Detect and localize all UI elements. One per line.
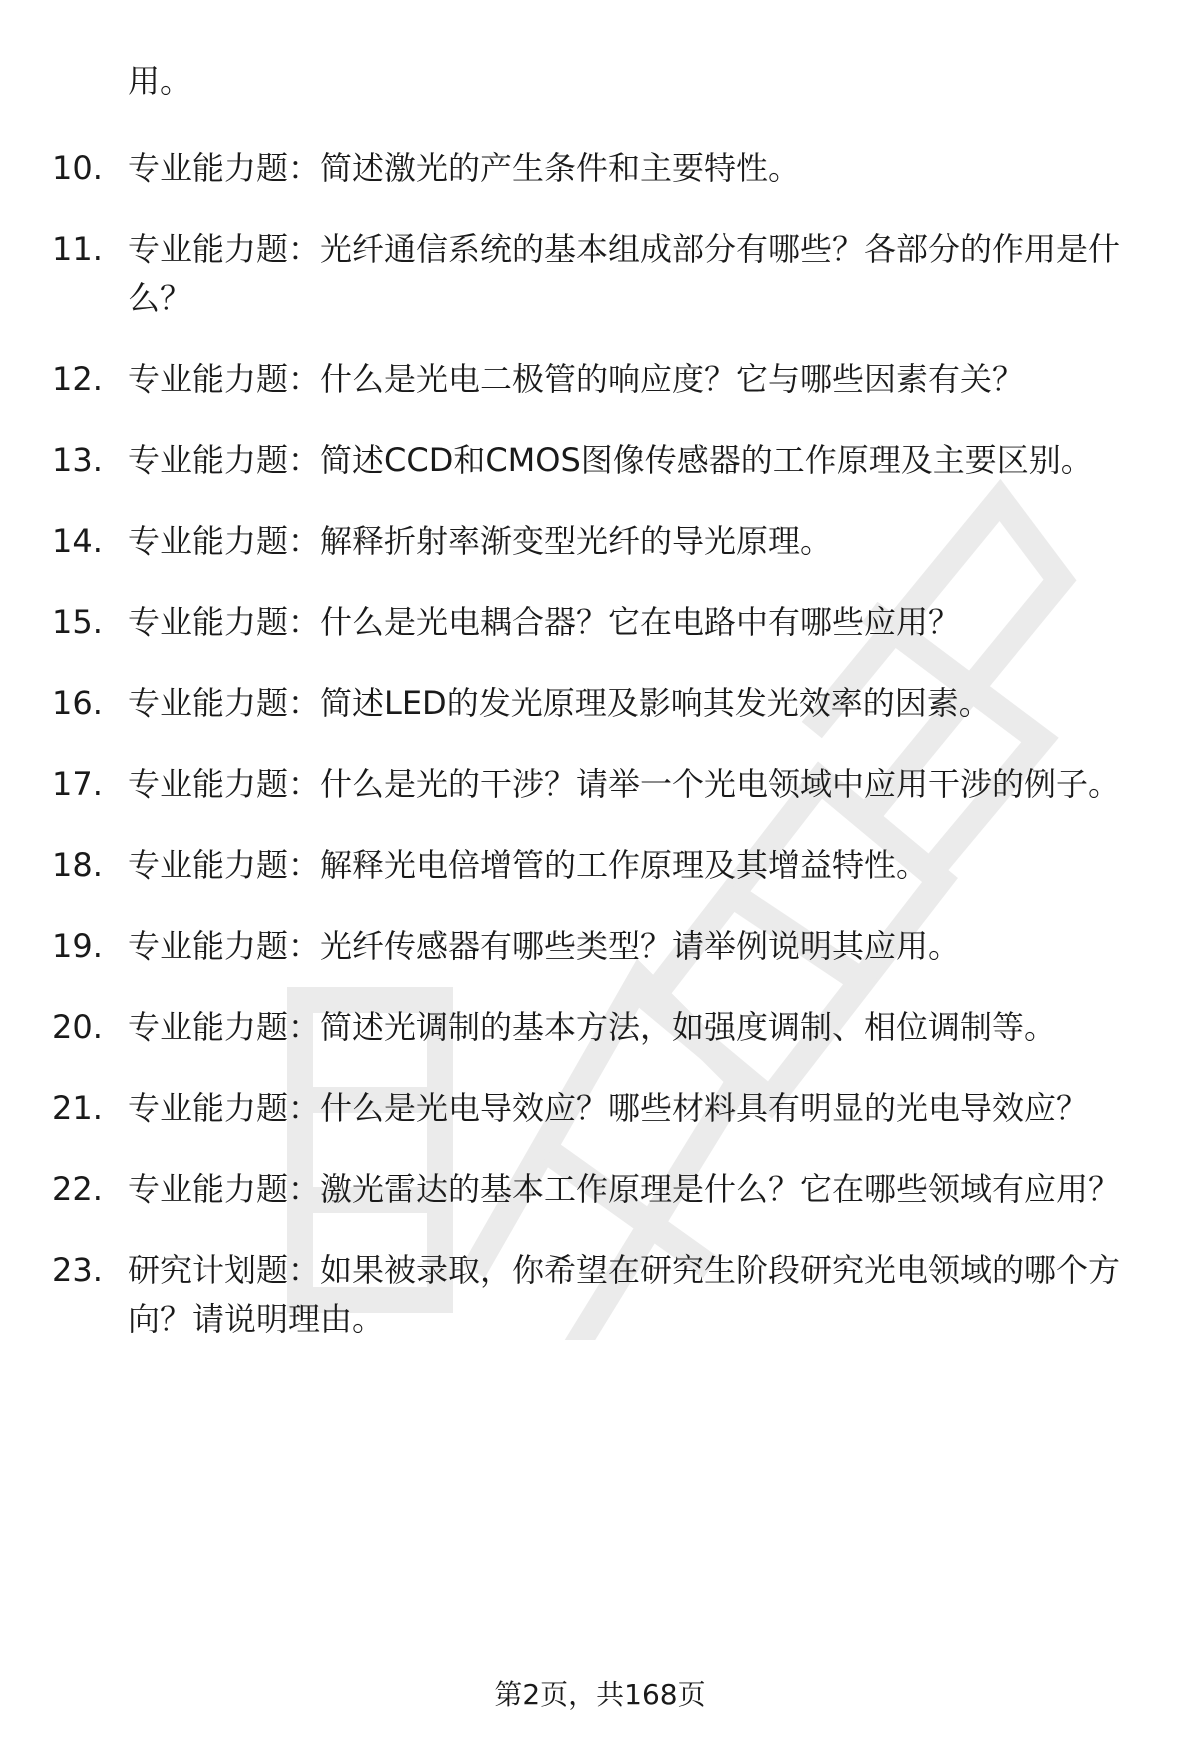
list-item — [0, 1003, 1148, 1052]
question-text: 专业能力题：什么是光的干涉？请举一个光电领域中应用干涉的例子。 — [128, 765, 1121, 803]
question-number: 21. — [52, 1089, 103, 1127]
question-number: 17. — [52, 765, 103, 803]
list-item — [0, 1084, 1148, 1133]
question-text: 专业能力题：什么是光电二极管的响应度？它与哪些因素有关？ — [128, 360, 1025, 398]
list-item — [0, 841, 1148, 890]
list-item — [0, 355, 1148, 404]
question-text: 专业能力题：简述光调制的基本方法，如强度调制、相位调制等。 — [128, 1008, 1057, 1046]
list-item — [0, 760, 1148, 809]
list-item — [0, 225, 1148, 323]
list-item — [0, 679, 1148, 728]
question-number: 19. — [52, 927, 103, 965]
page-footer: 第2页，共168页 — [494, 1678, 706, 1711]
question-number: 12. — [52, 360, 103, 398]
continuation-text: 用。 — [128, 62, 193, 100]
question-number: 20. — [52, 1008, 103, 1046]
list-item — [0, 144, 1148, 193]
question-number: 14. — [52, 522, 103, 560]
question-text: 专业能力题：光纤通信系统的基本组成部分有哪些？各部分的作用是什么？ — [128, 230, 1121, 317]
question-number: 23. — [52, 1251, 103, 1289]
question-number: 13. — [52, 441, 103, 479]
list-item — [0, 1246, 1148, 1344]
question-number: 16. — [52, 684, 103, 722]
question-text: 专业能力题：激光雷达的基本工作原理是什么？它在哪些领域有应用？ — [128, 1170, 1121, 1208]
question-number: 11. — [52, 230, 103, 268]
question-list — [0, 144, 1200, 1376]
question-text: 专业能力题：什么是光电耦合器？它在电路中有哪些应用？ — [128, 603, 961, 641]
list-item — [0, 1165, 1148, 1214]
question-text: 研究计划题：如果被录取，你希望在研究生阶段研究光电领域的哪个方向？请说明理由。 — [128, 1251, 1121, 1338]
list-item — [0, 598, 1148, 647]
list-item — [0, 436, 1148, 485]
question-text: 专业能力题：解释折射率渐变型光纤的导光原理。 — [128, 522, 833, 560]
question-text: 专业能力题：解释光电倍增管的工作原理及其增益特性。 — [128, 846, 929, 884]
question-text: 专业能力题：什么是光电导效应？哪些材料具有明显的光电导效应？ — [128, 1089, 1089, 1127]
question-number: 18. — [52, 846, 103, 884]
question-text: 专业能力题：简述激光的产生条件和主要特性。 — [128, 149, 801, 187]
question-number: 22. — [52, 1170, 103, 1208]
question-text: 专业能力题：光纤传感器有哪些类型？请举例说明其应用。 — [128, 927, 961, 965]
question-number: 10. — [52, 149, 103, 187]
question-text: 专业能力题：简述LED的发光原理及影响其发光效率的因素。 — [128, 684, 991, 722]
list-item — [0, 517, 1148, 566]
question-text: 专业能力题：简述CCD和CMOS图像传感器的工作原理及主要区别。 — [128, 441, 1093, 479]
list-item — [0, 922, 1148, 971]
question-number: 15. — [52, 603, 103, 641]
